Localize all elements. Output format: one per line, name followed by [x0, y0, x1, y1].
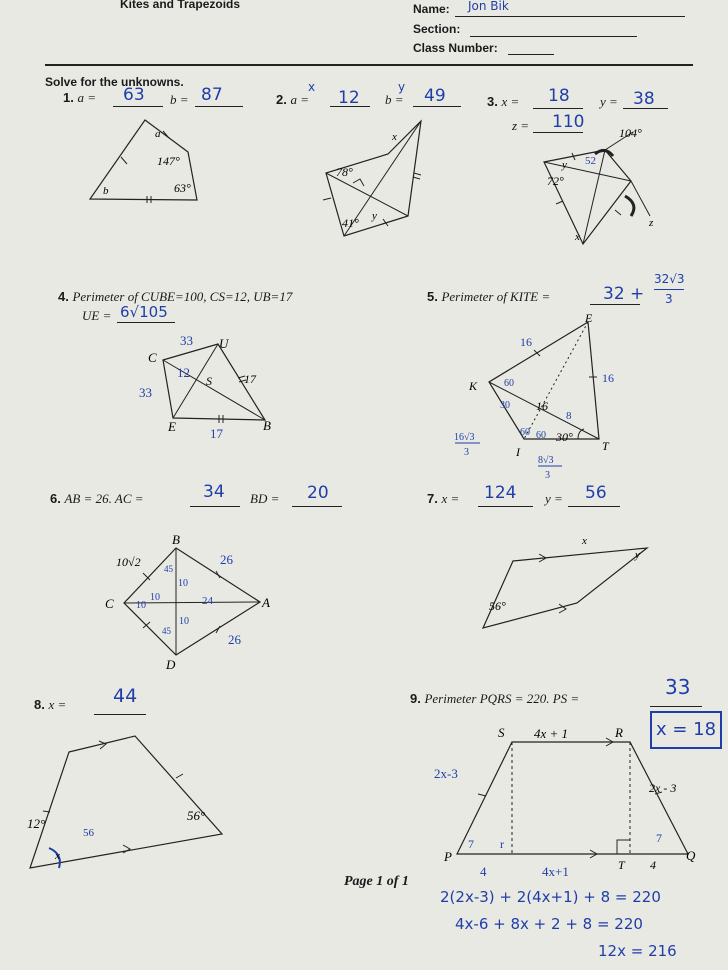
svg-text:10: 10	[136, 600, 146, 611]
svg-text:7: 7	[656, 831, 662, 845]
answer-2b: 49	[424, 86, 446, 106]
svg-text:z: z	[649, 217, 654, 229]
svg-text:52: 52	[585, 155, 596, 167]
boxed-solution-x: x = 18	[650, 711, 722, 749]
svg-text:45: 45	[162, 626, 171, 636]
svg-text:4x+1: 4x+1	[542, 864, 569, 879]
section-label: Section:	[413, 22, 461, 36]
svg-text:33: 33	[139, 385, 152, 400]
svg-text:24: 24	[202, 595, 213, 607]
svg-text:45: 45	[164, 564, 173, 574]
svg-text:16: 16	[602, 371, 614, 385]
svg-text:63°: 63°	[174, 181, 191, 195]
problem-9: 9. Perimeter PQRS = 220. PS =	[410, 691, 580, 706]
svg-text:7: 7	[468, 837, 474, 851]
svg-text:S: S	[206, 374, 212, 388]
answer-6a: 34	[203, 482, 225, 502]
problem-7: 7. x =	[427, 491, 460, 506]
svg-text:56°: 56°	[187, 808, 206, 823]
svg-text:30°: 30°	[556, 430, 573, 444]
kite-figure-6	[100, 528, 275, 678]
answer-3y: 38	[633, 89, 655, 109]
svg-text:72°: 72°	[547, 174, 564, 188]
svg-text:A: A	[262, 595, 270, 610]
svg-text:y: y	[635, 549, 640, 561]
svg-text:4: 4	[650, 858, 656, 872]
svg-text:y: y	[372, 210, 377, 222]
answer-5: 32 +	[603, 284, 645, 304]
answer-3z: 110	[552, 112, 585, 132]
problem-6: 6. AB = 26. AC =	[50, 491, 144, 506]
svg-text:26: 26	[228, 632, 241, 647]
trapezoid-figure-7	[475, 525, 670, 630]
svg-text:x: x	[55, 850, 60, 862]
work-line-3: 12x = 216	[598, 942, 677, 960]
svg-text:10: 10	[150, 592, 160, 603]
svg-text:8: 8	[566, 410, 572, 422]
svg-text:16: 16	[520, 335, 532, 349]
svg-text:4: 4	[480, 864, 487, 879]
svg-text:E: E	[168, 419, 176, 434]
svg-text:3: 3	[545, 470, 550, 481]
svg-text:C: C	[105, 596, 114, 611]
svg-text:10√2: 10√2	[116, 555, 141, 569]
header-rule	[45, 64, 693, 66]
svg-text:56: 56	[83, 827, 94, 839]
answer-7y: 56	[585, 483, 607, 503]
problem-3: 3. x =	[487, 94, 520, 109]
instructions: Solve for the unknowns.	[45, 75, 184, 89]
svg-text:56°: 56°	[489, 599, 506, 613]
class-number-label: Class Number:	[413, 41, 498, 55]
svg-text:78°: 78°	[336, 165, 353, 179]
kite-figure-5	[452, 308, 622, 483]
answer-1a: 63	[123, 85, 145, 105]
svg-text:41°: 41°	[342, 216, 359, 230]
svg-text:60: 60	[520, 427, 530, 438]
svg-text:B: B	[263, 418, 271, 433]
page-number: Page 1 of 1	[344, 874, 409, 889]
svg-text:C: C	[148, 350, 157, 365]
kite-figure-3	[535, 124, 665, 256]
svg-text:16: 16	[536, 399, 548, 413]
svg-text:26: 26	[220, 552, 233, 567]
svg-text:U: U	[219, 336, 229, 351]
work-line-1: 2(2x-3) + 2(4x+1) + 8 = 220	[440, 888, 661, 906]
worksheet-title: Kites and Trapezoids	[120, 0, 241, 11]
svg-text:8√3: 8√3	[538, 455, 554, 466]
svg-text:60: 60	[536, 430, 546, 441]
trapezoid-figure-8	[25, 728, 245, 888]
problem-2: 2. a =	[276, 92, 309, 107]
svg-text:17: 17	[244, 372, 256, 386]
svg-text:16√3: 16√3	[454, 432, 475, 443]
answer-6b: 20	[307, 483, 329, 503]
svg-text:T: T	[618, 858, 625, 872]
svg-text:D: D	[166, 657, 176, 672]
svg-text:T: T	[602, 439, 609, 453]
problem-4: 4. Perimeter of CUBE=100, CS=12, UB=17	[58, 289, 293, 304]
svg-text:B: B	[172, 532, 180, 547]
svg-text:30: 30	[500, 400, 510, 411]
svg-text:12°: 12°	[27, 816, 46, 831]
svg-text:33: 33	[180, 333, 193, 348]
svg-text:E: E	[585, 311, 593, 325]
svg-text:10: 10	[179, 616, 189, 627]
svg-text:12: 12	[177, 365, 190, 380]
svg-text:S: S	[498, 725, 505, 740]
svg-text:r: r	[500, 837, 504, 851]
svg-text:4x + 1: 4x + 1	[534, 726, 569, 741]
svg-text:b: b	[103, 185, 109, 197]
svg-text:a: a	[155, 128, 161, 140]
svg-text:R: R	[615, 725, 623, 740]
answer-9: 33	[665, 675, 691, 699]
svg-text:Q: Q	[686, 848, 696, 863]
svg-text:104°: 104°	[619, 126, 642, 140]
svg-text:x: x	[575, 231, 580, 243]
svg-text:60: 60	[504, 378, 514, 389]
problem-8: 8. x =	[34, 697, 67, 712]
svg-text:x: x	[392, 131, 397, 143]
answer-1b: 87	[201, 85, 223, 105]
answer-3x: 18	[548, 86, 570, 106]
trapezoid-figure-9	[430, 720, 705, 880]
svg-text:K: K	[469, 379, 478, 393]
svg-text:2x - 3: 2x - 3	[649, 781, 677, 795]
answer-8: 44	[113, 685, 138, 707]
name-value: Jon Bik	[468, 0, 509, 13]
work-line-2: 4x-6 + 8x + 2 + 8 = 220	[455, 915, 643, 933]
problem-1: 1. a =	[63, 90, 96, 105]
answer-4: 6√105	[120, 303, 168, 321]
svg-text:17: 17	[210, 426, 223, 441]
kite-figure-4	[135, 330, 275, 442]
kite-figure-2	[318, 118, 430, 242]
svg-text:2x-3: 2x-3	[434, 766, 458, 781]
answer-2a: 12	[338, 88, 360, 108]
problem-5: 5. Perimeter of KITE =	[427, 289, 551, 304]
kite-figure-1	[85, 112, 215, 204]
svg-text:10: 10	[178, 578, 188, 589]
svg-text:3: 3	[464, 447, 469, 458]
svg-text:I: I	[516, 445, 520, 459]
svg-text:y: y	[562, 159, 567, 171]
svg-text:x: x	[582, 535, 587, 547]
name-label: Name:	[413, 2, 450, 16]
answer-7x: 124	[484, 483, 517, 503]
svg-text:P: P	[444, 849, 452, 864]
svg-text:147°: 147°	[157, 154, 180, 168]
